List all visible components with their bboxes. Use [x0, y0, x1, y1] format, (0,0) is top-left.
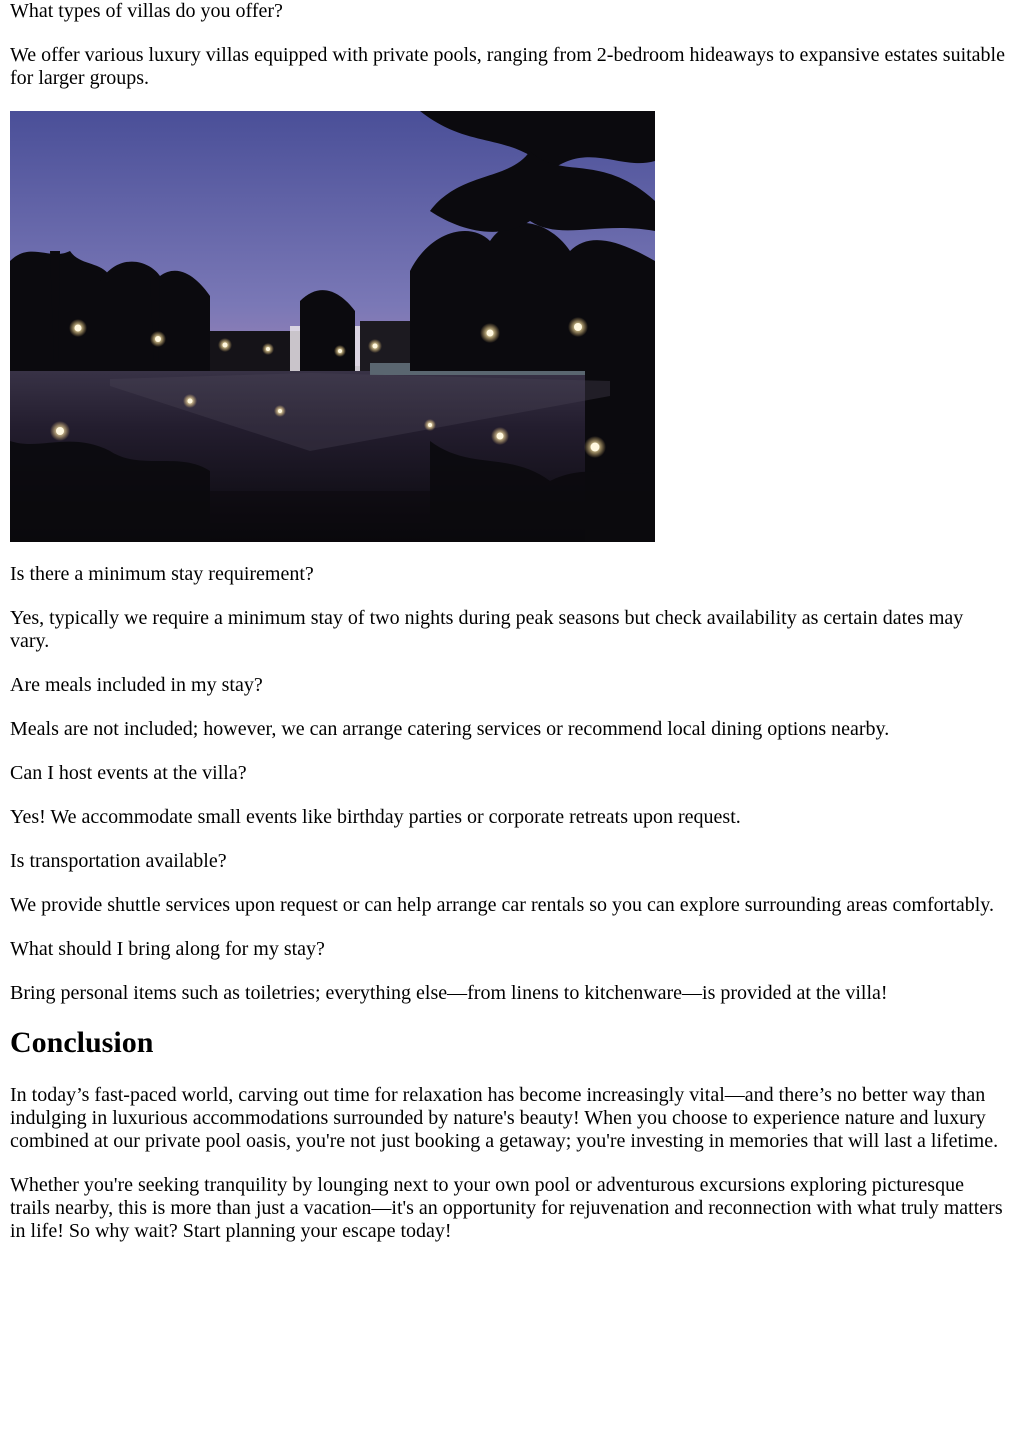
conclusion-heading: Conclusion [10, 1026, 154, 1059]
conclusion-paragraph: Whether you're seeking tranquility by lounging next to your own pool or adventurous excursions exploring picturesque trails nearby, this is more than just a vacation—it's an opportunity for rejuvenation and reconnection with what truly matters in life! So why wait? Start planning your escape today! [10, 1174, 1003, 1242]
faq-article [10, 0, 1005, 1264]
faq-answer-villa-types: We offer various luxury villas equipped with private pools, ranging from 2-bedroom hideaways to expansive estates suitable for larger groups. [10, 44, 1005, 89]
faq-answer-what-to-bring: Bring personal items such as toiletries; everything else—from linens to kitchenware—is provided at the villa! [10, 982, 888, 1004]
pool-night-photo [10, 111, 655, 542]
faq-question-events: Can I host events at the villa? [10, 762, 247, 784]
faq-question-what-to-bring: What should I bring along for my stay? [10, 938, 325, 960]
faq-answer-transportation: We provide shuttle services upon request or can help arrange car rentals so you can explore surrounding areas comfortably. [10, 894, 994, 916]
faq-question-minimum-stay: Is there a minimum stay requirement? [10, 563, 314, 585]
faq-question-transportation: Is transportation available? [10, 850, 227, 872]
faq-answer-minimum-stay: Yes, typically we require a minimum stay of two nights during peak seasons but check availability as certain dates may vary. [10, 607, 964, 652]
faq-question-meals: Are meals included in my stay? [10, 674, 263, 696]
conclusion-paragraph: In today’s fast-paced world, carving out time for relaxation has become increasingly vital—and there’s no better way than indulging in luxurious accommodations surrounded by nature's beauty! When you choose to experience nature and luxury combined at our private pool oasis, you're not just booking a getaway; you're investing in memories that will last a lifetime. [10, 1084, 999, 1152]
faq-answer-meals: Meals are not included; however, we can arrange catering services or recommend local dining options nearby. [10, 718, 890, 740]
faq-question-villa-types: What types of villas do you offer? [10, 0, 283, 22]
faq-answer-events: Yes! We accommodate small events like birthday parties or corporate retreats upon request. [10, 806, 741, 828]
